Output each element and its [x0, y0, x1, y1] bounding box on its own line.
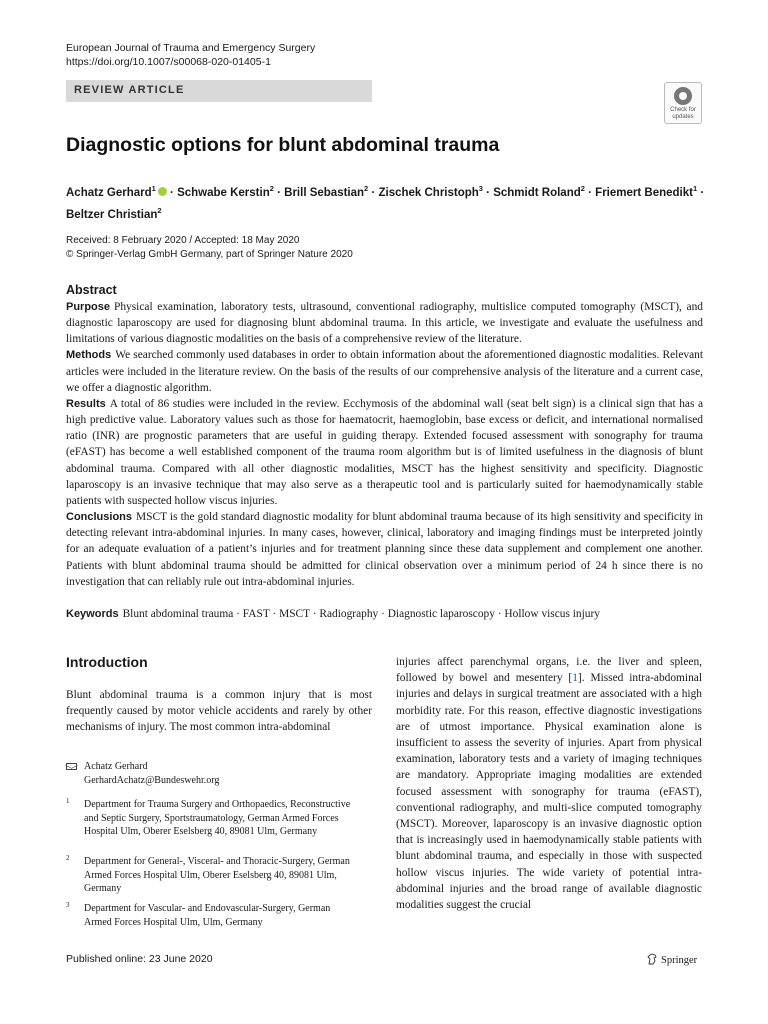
- affiliation-number: 2: [66, 854, 70, 862]
- abstract-results: [66, 396, 703, 509]
- article-type-label: REVIEW ARTICLE: [74, 84, 185, 96]
- abstract-section-text: Physical examination, laboratory tests, ultrasound, conventional radiography, multislice computed tomography (MSCT), and diagnostic laparoscopy are used for diagnosing blunt abdominal trauma. In this article, we investigate and evaluate the usefulness and limitations of various diagnostic modalities on the basis of a comprehensive review of the literature.: [66, 301, 703, 346]
- author-separator: ·: [588, 186, 592, 199]
- check-updates-label: Check for updates: [670, 107, 696, 120]
- article-title: Diagnostic options for blunt abdominal trauma: [66, 134, 500, 156]
- publisher-name: Springer: [661, 955, 698, 966]
- check-for-updates-badge[interactable]: [664, 82, 702, 124]
- author-separator: ·: [170, 186, 174, 199]
- abstract-section-label: Conclusions: [66, 511, 133, 524]
- keywords: [66, 606, 706, 622]
- author-affiliation-sup: 2: [269, 184, 274, 193]
- mail-icon: [66, 763, 77, 770]
- correspondence-name: Achatz Gerhard: [84, 761, 148, 772]
- abstract-section-text: We searched commonly used databases in order to obtain information about the aforementioned diagnostic modalities. Relevant articles were included in the literature review. On the basis of the results of our comprehensive analysis of the literature and a current case, we offer a diagnostic algorithm.: [66, 349, 703, 394]
- keywords-text: Blunt abdominal trauma · FAST · MSCT · Radiography · Diagnostic laparoscopy · Hollow viscus injury: [122, 608, 600, 620]
- article-dates: [66, 234, 353, 262]
- affiliation-text: Department for Vascular- and Endovascular-Surgery, German Armed Forces Hospital Ulm, Ulm, Germany: [84, 903, 331, 928]
- abstract-methods: [66, 347, 703, 395]
- introduction-heading: Introduction: [66, 654, 148, 670]
- abstract-section-label: Methods: [66, 349, 112, 362]
- check-updates-icon: [674, 87, 692, 105]
- abstract-section-text: MSCT is the gold standard diagnostic modality for blunt abdominal trauma because of its high sensitivity and specificity in detecting relevant intra-abdominal injuries. In many cases, however, clinical, laboratory and imaging findings must be interpreted jointly for an adequate evaluation of a patient’s injuries and for treatment planning since these data supplement and complement one another. Patients with blunt abdominal trauma should be admitted for clinical observation over a minimum period of 24 h since there is no investigation that can reliably rule out intra-abdominal injuries.: [66, 511, 703, 588]
- published-date: Published online: 23 June 2020: [66, 953, 213, 965]
- correspondence-block: [66, 760, 372, 787]
- abstract-section-text: A total of 86 studies were included in the review. Ecchymosis of the abdominal wall (seat belt sign) is a clinical sign that has a high predictive value. Laboratory values such as those for haematocrit, haemoglobin, base excess or deficit, and international normalised ratio (INR) are prognostic parameters that are useful in guiding therapy. Extended focused assessment with sonography for trauma (eFAST) has become a well established component of the trauma room algorithm but is of limited usefulness in the diagnosis of blunt abdominal trauma. Compared with all other diagnostic modalities, MSCT has the highest sensitivity and specificity. Diagnostic laparoscopy is an invasive technique that may also serve as a therapeutic tool and is particularly suited for haemodynamically stable patients with suspected hollow viscus injuries.: [66, 397, 703, 507]
- author-affiliation-sup: 2: [364, 184, 369, 193]
- author-separator: ·: [277, 186, 281, 199]
- citation-link[interactable]: 1: [572, 672, 578, 685]
- author-name[interactable]: Schmidt Roland: [493, 186, 581, 199]
- author-separator: ·: [486, 186, 491, 199]
- author-separator: ·: [700, 186, 705, 199]
- author-affiliation-sup: 2: [580, 184, 585, 193]
- author-affiliation-sup: 3: [478, 184, 483, 193]
- copyright-line: © Springer-Verlag GmbH Germany, part of Springer Nature 2020: [66, 249, 353, 260]
- publisher-logo: [647, 953, 697, 966]
- author-list: [66, 180, 716, 224]
- journal-header: [66, 41, 315, 69]
- orcid-icon[interactable]: [158, 187, 167, 196]
- intro-text: ]. Missed intra-abdominal injuries and delays in surgical treatment are associated with a high morbidity rate. For this reason, effective diagnostic investigations are of utmost importance. Physical examination alone is insufficient to assess the severity of injuries. Apart from physical examination, laboratory tests and a variety of imaging techniques are mandatory. Appropriate imaging modalities are extended focused assessment with sonography for trauma (eFAST), conventional radiography, and multi-slice computed tomography (MSCT). Moreover, laparoscopy is an invasive diagnostic option that is increasingly used in haemodynamically stable patients with blunt abdominal trauma, and especially in those with suspected hollow viscus injuries. The wide variety of potential intra-abdominal injuries and the broad range of available diagnostic modalities suggest the crucial: [396, 672, 702, 912]
- affiliation-text: Department for General-, Visceral- and Thoracic-Surgery, German Armed Forces Hospital Ulm, Oberer Eselsberg 40, 89081 Ulm, Germany: [84, 856, 350, 895]
- received-accepted-dates: Received: 8 February 2020 / Accepted: 18 May 2020: [66, 235, 300, 246]
- affiliation-number: 3: [66, 901, 70, 909]
- correspondence-email[interactable]: GerhardAchatz@Bundeswehr.org: [84, 774, 220, 786]
- author-name[interactable]: Zischek Christoph: [378, 186, 479, 199]
- abstract-conclusions: [66, 509, 703, 590]
- doi-link[interactable]: https://doi.org/10.1007/s00068-020-01405-1: [66, 56, 271, 68]
- affiliation-number: 1: [66, 797, 70, 805]
- author-affiliation-sup: 2: [157, 205, 162, 215]
- author-affiliation-sup: 1: [151, 184, 156, 193]
- keywords-label: Keywords: [66, 608, 119, 620]
- author-name[interactable]: Beltzer Christian: [66, 208, 158, 221]
- journal-name: European Journal of Trauma and Emergency Surgery: [66, 42, 316, 54]
- intro-text: injuries affect parenchymal organs, i.e. the liver and spleen, followed by bowel and mesentery [: [396, 656, 702, 685]
- affiliation-text: Department for Trauma Surgery and Orthopaedics, Reconstructive and Septic Surgery, Sportstraumatology, German Armed Forces Hospital Ulm, Oberer Eselsberg 40, 89081 Ulm, Germany: [84, 799, 351, 838]
- abstract-heading: Abstract: [66, 283, 117, 297]
- author-name[interactable]: Brill Sebastian: [284, 186, 365, 199]
- introduction-left-column: Blunt abdominal trauma is a common injury that is most frequently caused by motor vehicle accidents and rarely by other mechanisms of injury. The most common intra-abdominal: [66, 689, 372, 734]
- abstract-section-label: Purpose: [66, 301, 111, 313]
- author-affiliation-sup: 1: [692, 184, 698, 193]
- introduction-right-column: [396, 654, 702, 913]
- author-separator: ·: [371, 186, 376, 199]
- author-name[interactable]: Schwabe Kerstin: [177, 186, 270, 199]
- springer-horse-icon: [647, 953, 657, 965]
- abstract-body: [66, 299, 703, 590]
- author-name[interactable]: Friemert Benedikt: [595, 186, 693, 199]
- abstract-section-label: Results: [66, 397, 106, 410]
- abstract-purpose: [66, 299, 703, 347]
- author-name[interactable]: Achatz Gerhard: [66, 186, 152, 199]
